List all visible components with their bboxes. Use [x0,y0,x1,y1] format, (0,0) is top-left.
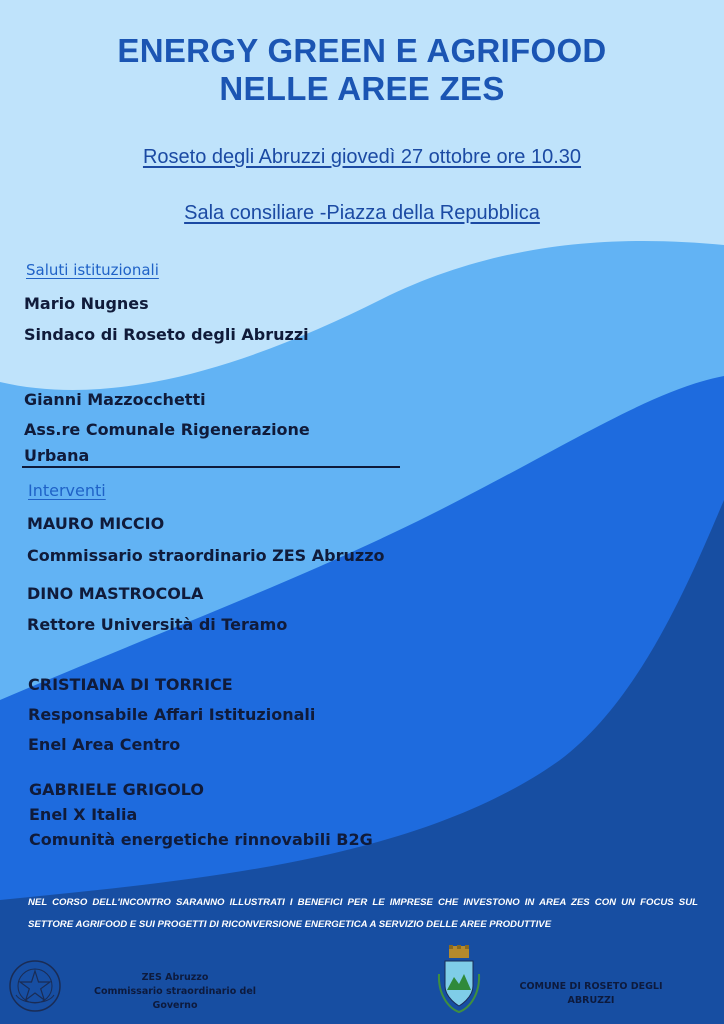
event-note: NEL CORSO DELL'INCONTRO SARANNO ILLUSTRATI I BENEFICI PER LE IMPRESE CHE INVESTONO IN AREA ZES CON UN FOCUS SUL SETTORE AGRIFOOD E SUI PROGETTI DI RICONVERSIONE ENERGETICA A SERVIZIO DELLE AREE PRODUTTIVE [28,897,698,930]
footer-zes-line-2: Commissario straordinario del Governo [93,986,257,1011]
speaker-role: Enel X Italia [29,805,138,824]
italian-republic-emblem-icon [8,957,62,1015]
event-venue-line[interactable]: Sala consiliare -Piazza della Repubblica [184,202,540,224]
footer-zes-line-1: ZES Abruzzo [141,972,209,983]
footer-zes-credit [70,971,280,1013]
speaker-role: Sindaco di Roseto degli Abruzzi [24,325,309,344]
speaker-name: Mario Nugnes [24,294,149,313]
speaker-name: Gianni Mazzocchetti [24,390,206,409]
speaker-role: Ass.re Comunale Rigenerazione [24,420,310,439]
speaker-role: Rettore Università di Teramo [27,615,288,634]
title-line-1: ENERGY GREEN E AGRIFOOD [117,32,607,69]
event-date-line[interactable]: Roseto degli Abruzzi giovedì 27 ottobre ore 10.30 [142,146,582,168]
footer-comune-label: COMUNE DI ROSETO DEGLI ABRUZZI [519,981,663,1006]
speaker-role: Comunità energetiche rinnovabili B2G [29,830,373,849]
speaker-role: Responsabile Affari Istituzionali [28,705,316,724]
roseto-coat-of-arms-icon [436,944,482,1018]
speaker-name: MAURO MICCIO [27,514,165,533]
speaker-role: Enel Area Centro [28,735,181,754]
section-label-saluti[interactable]: Saluti istituzionali [26,261,159,279]
speaker-name: CRISTIANA DI TORRICE [28,675,233,694]
speaker-role: Urbana [24,446,90,465]
speaker-name: GABRIELE GRIGOLO [29,780,204,799]
page-title [0,32,724,108]
speaker-name: DINO MASTROCOLA [27,584,204,603]
section-label-interventi[interactable]: Interventi [28,481,106,500]
speaker-role: Commissario straordinario ZES Abruzzo [27,546,385,565]
section-divider [22,466,400,468]
title-line-2: NELLE AREE ZES [219,70,505,107]
